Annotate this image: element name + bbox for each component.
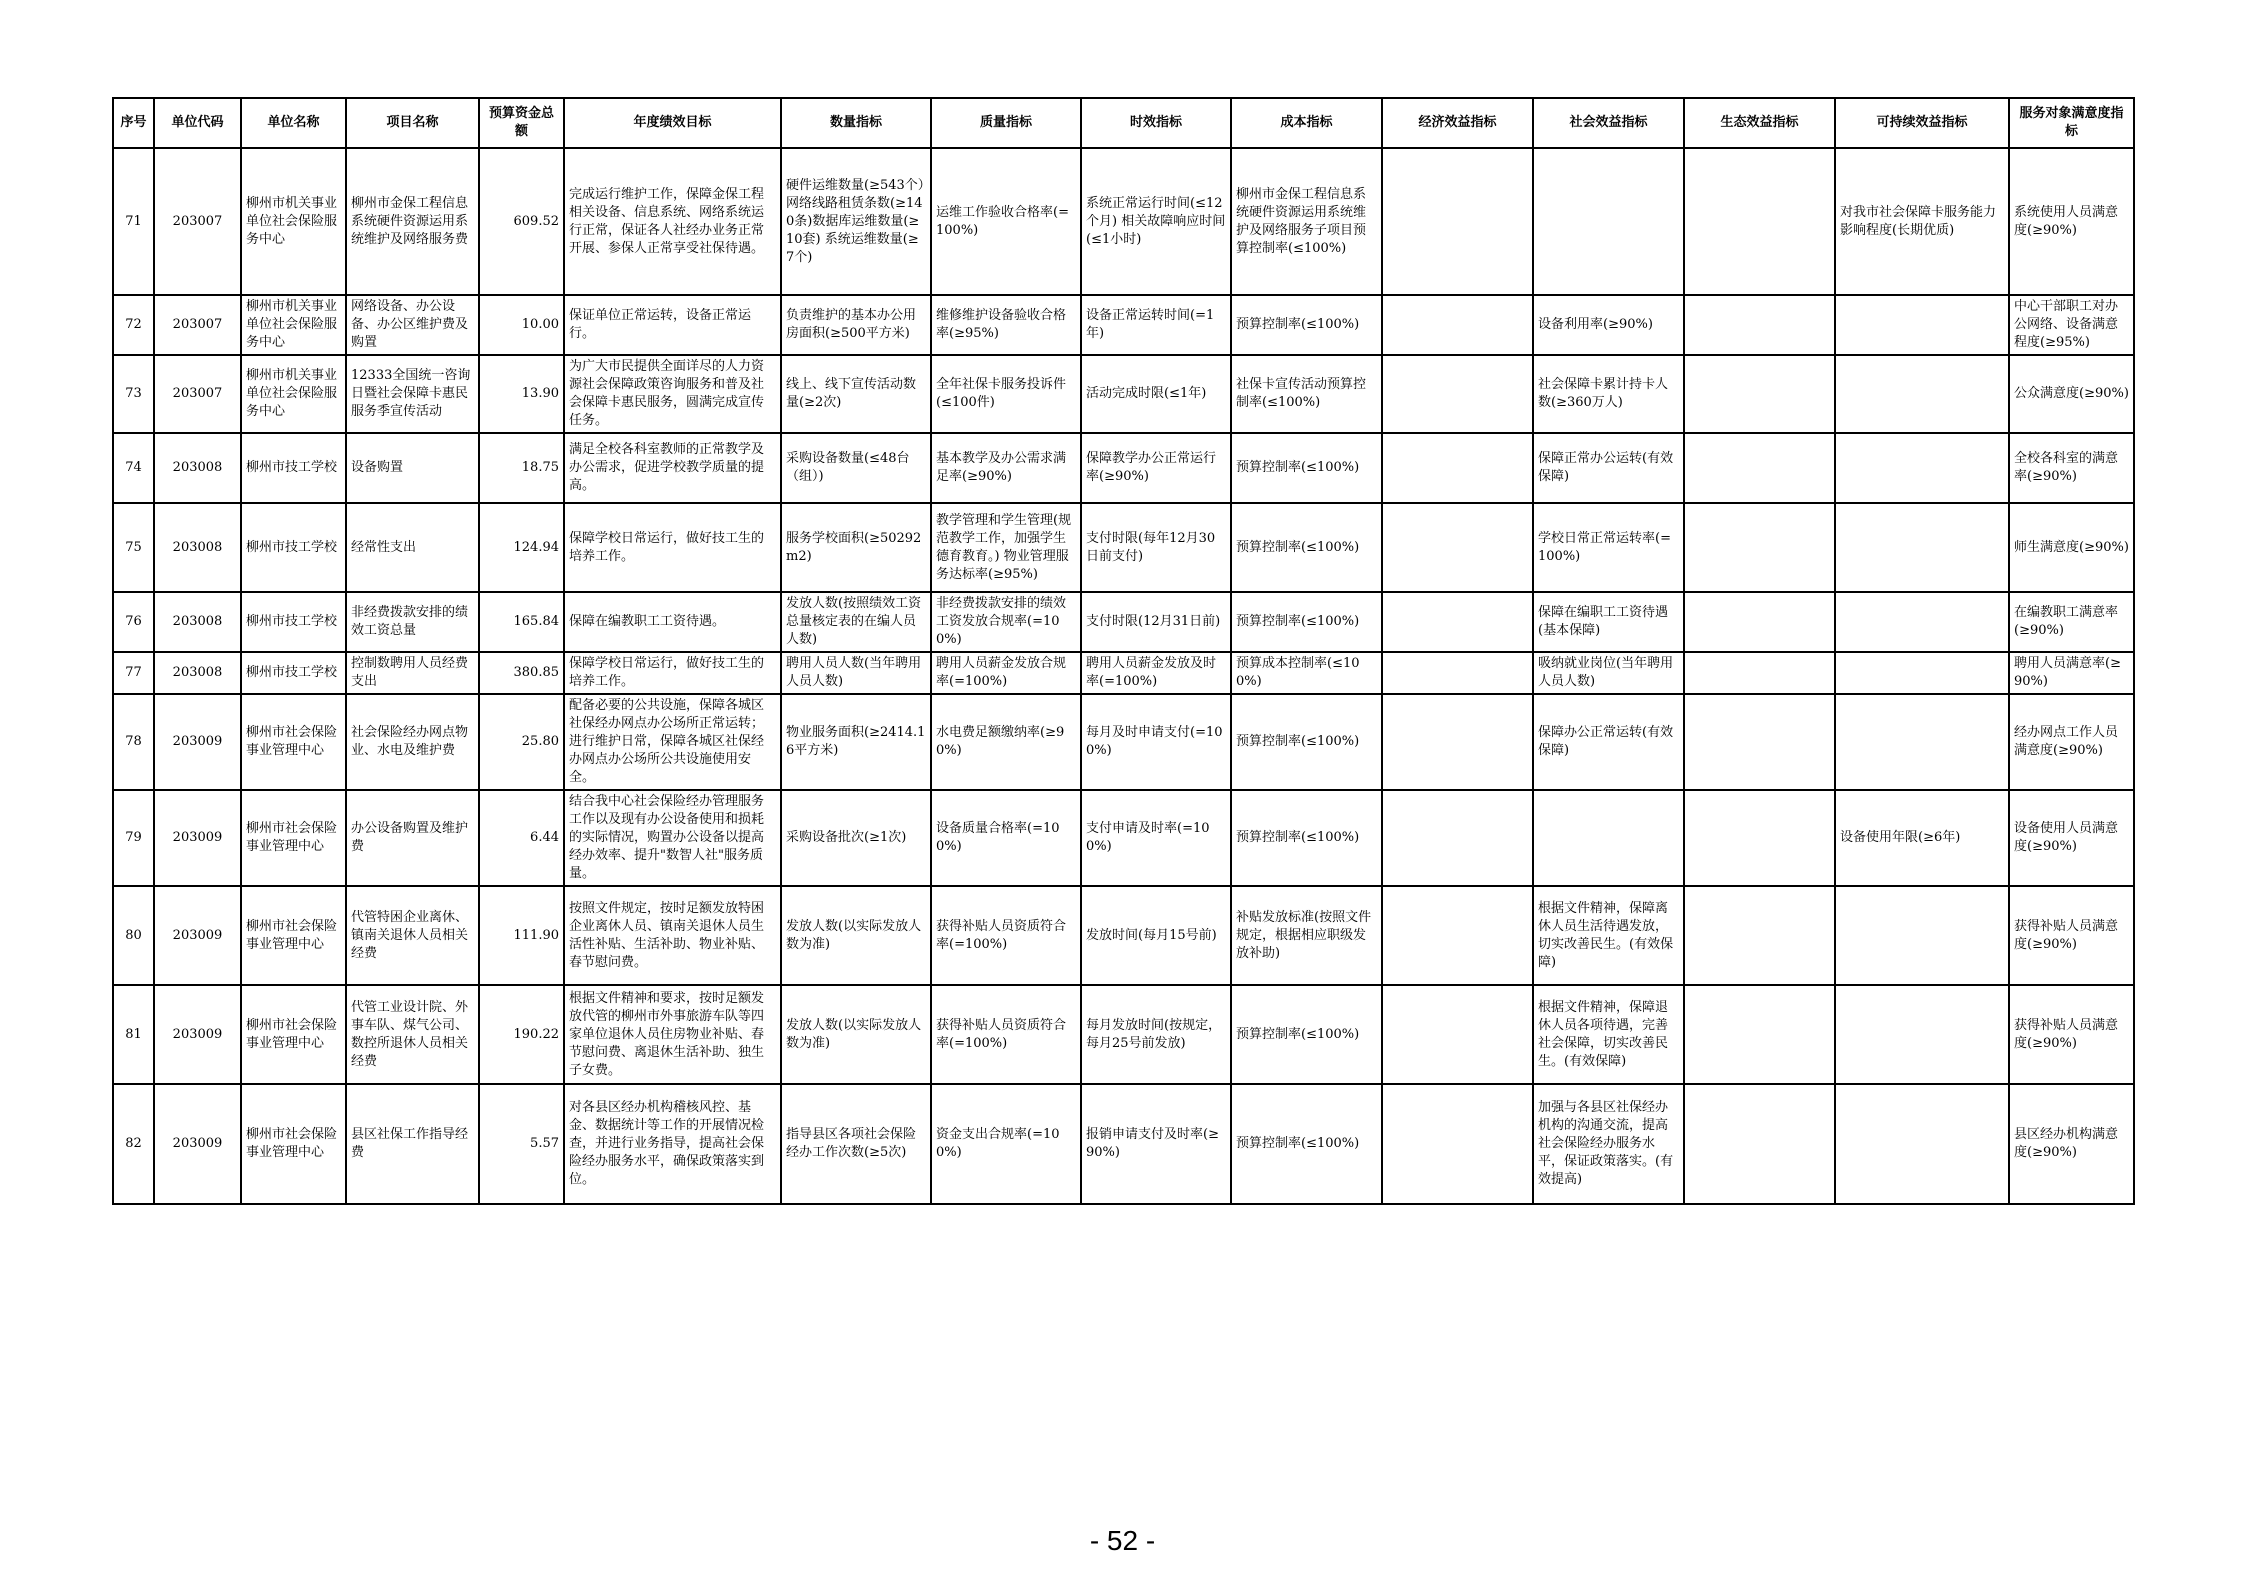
cell-satisfaction: 公众满意度(≥90%) (2009, 355, 2134, 433)
cell-cost: 预算控制率(≤100%) (1231, 790, 1382, 886)
cell-unit-code: 203009 (154, 694, 241, 790)
cell-ecological (1684, 985, 1835, 1084)
performance-table (112, 97, 2135, 1205)
table-row (113, 985, 2134, 1084)
cell-quality: 资金支出合规率(=100%) (931, 1084, 1081, 1204)
cell-project-name: 办公设备购置及维护费 (346, 790, 479, 886)
cell-unit-name: 柳州市社会保险事业管理中心 (241, 1084, 346, 1204)
cell-satisfaction: 在编教职工满意率(≥90%) (2009, 592, 2134, 652)
cell-cost: 预算控制率(≤100%) (1231, 295, 1382, 355)
cell-satisfaction: 经办网点工作人员满意度(≥90%) (2009, 694, 2134, 790)
header-sustainable: 可持续效益指标 (1835, 98, 2009, 148)
cell-social: 设备利用率(≥90%) (1533, 295, 1684, 355)
cell-seq: 78 (113, 694, 154, 790)
cell-economic (1382, 503, 1533, 592)
cell-quantity: 发放人数(按照绩效工资总量核定表的在编人员人数) (781, 592, 931, 652)
cell-seq: 73 (113, 355, 154, 433)
cell-ecological (1684, 355, 1835, 433)
cell-sustainable (1835, 652, 2009, 694)
cell-unit-code: 203008 (154, 503, 241, 592)
cell-budget-total: 6.44 (479, 790, 564, 886)
cell-unit-name: 柳州市技工学校 (241, 652, 346, 694)
cell-satisfaction: 系统使用人员满意度(≥90%) (2009, 148, 2134, 295)
cell-quality: 聘用人员薪金发放合规率(=100%) (931, 652, 1081, 694)
cell-cost: 预算成本控制率(≤100%) (1231, 652, 1382, 694)
header-project-name: 项目名称 (346, 98, 479, 148)
cell-social: 加强与各县区社保经办机构的沟通交流，提高社会保险经办服务水平，保证政策落实。(有效提高) (1533, 1084, 1684, 1204)
cell-social (1533, 790, 1684, 886)
cell-timeliness: 每月发放时间(按规定，每月25号前发放) (1081, 985, 1231, 1084)
cell-annual-target: 保证单位正常运转，设备正常运行。 (564, 295, 781, 355)
cell-cost: 柳州市金保工程信息系统硬件资源运用系统维护及网络服务子项目预算控制率(≤100%) (1231, 148, 1382, 295)
cell-timeliness: 支付申请及时率(=100%) (1081, 790, 1231, 886)
table-row (113, 886, 2134, 985)
cell-unit-code: 203007 (154, 355, 241, 433)
cell-budget-total: 165.84 (479, 592, 564, 652)
cell-ecological (1684, 652, 1835, 694)
cell-social (1533, 148, 1684, 295)
cell-satisfaction: 设备使用人员满意度(≥90%) (2009, 790, 2134, 886)
cell-quantity: 负责维护的基本办公用房面积(≥500平方米) (781, 295, 931, 355)
cell-ecological (1684, 295, 1835, 355)
table-row (113, 295, 2134, 355)
cell-social: 学校日常正常运转率(=100%) (1533, 503, 1684, 592)
cell-timeliness: 每月及时申请支付(=100%) (1081, 694, 1231, 790)
cell-project-name: 代管特困企业离休、镇南关退休人员相关经费 (346, 886, 479, 985)
cell-timeliness: 支付时限(12月31日前) (1081, 592, 1231, 652)
cell-unit-name: 柳州市机关事业单位社会保险服务中心 (241, 295, 346, 355)
cell-timeliness: 发放时间(每月15号前) (1081, 886, 1231, 985)
cell-seq: 76 (113, 592, 154, 652)
cell-project-name: 代管工业设计院、外事车队、煤气公司、数控所退休人员相关经费 (346, 985, 479, 1084)
cell-budget-total: 18.75 (479, 433, 564, 503)
cell-project-name: 县区社保工作指导经费 (346, 1084, 479, 1204)
cell-ecological (1684, 886, 1835, 985)
table-row (113, 694, 2134, 790)
cell-unit-name: 柳州市技工学校 (241, 433, 346, 503)
table-row (113, 355, 2134, 433)
header-timeliness: 时效指标 (1081, 98, 1231, 148)
cell-project-name: 控制数聘用人员经费支出 (346, 652, 479, 694)
header-quantity: 数量指标 (781, 98, 931, 148)
cell-project-name: 非经费拨款安排的绩效工资总量 (346, 592, 479, 652)
cell-sustainable (1835, 985, 2009, 1084)
cell-social: 保障办公正常运转(有效保障) (1533, 694, 1684, 790)
cell-cost: 社保卡宣传活动预算控制率(≤100%) (1231, 355, 1382, 433)
cell-seq: 72 (113, 295, 154, 355)
cell-timeliness: 设备正常运转时间(=1年) (1081, 295, 1231, 355)
cell-quality: 设备质量合格率(=100%) (931, 790, 1081, 886)
cell-timeliness: 活动完成时限(≤1年) (1081, 355, 1231, 433)
cell-timeliness: 聘用人员薪金发放及时率(=100%) (1081, 652, 1231, 694)
cell-social: 保障正常办公运转(有效保障) (1533, 433, 1684, 503)
cell-quality: 维修维护设备验收合格率(≥95%) (931, 295, 1081, 355)
cell-annual-target: 按照文件规定，按时足额发放特困企业离休人员、镇南关退休人员生活性补贴、生活补助、物业补贴、春节慰问费。 (564, 886, 781, 985)
cell-satisfaction: 中心干部职工对办公网络、设备满意程度(≥95%) (2009, 295, 2134, 355)
cell-seq: 81 (113, 985, 154, 1084)
cell-satisfaction: 全校各科室的满意率(≥90%) (2009, 433, 2134, 503)
cell-project-name: 设备购置 (346, 433, 479, 503)
cell-economic (1382, 1084, 1533, 1204)
cell-budget-total: 380.85 (479, 652, 564, 694)
cell-ecological (1684, 592, 1835, 652)
cell-social: 社会保障卡累计持卡人数(≥360万人) (1533, 355, 1684, 433)
cell-cost: 预算控制率(≤100%) (1231, 433, 1382, 503)
cell-social: 保障在编职工工资待遇(基本保障) (1533, 592, 1684, 652)
cell-seq: 74 (113, 433, 154, 503)
table-row (113, 652, 2134, 694)
cell-cost: 补贴发放标准(按照文件规定，根据相应职级发放补助) (1231, 886, 1382, 985)
cell-economic (1382, 355, 1533, 433)
cell-project-name: 社会保险经办网点物业、水电及维护费 (346, 694, 479, 790)
cell-unit-code: 203008 (154, 592, 241, 652)
cell-unit-name: 柳州市技工学校 (241, 592, 346, 652)
page-number: - 52 - (1089, 1525, 1156, 1556)
cell-budget-total: 609.52 (479, 148, 564, 295)
table-row (113, 592, 2134, 652)
cell-unit-code: 203009 (154, 985, 241, 1084)
header-seq: 序号 (113, 98, 154, 148)
cell-annual-target: 对各县区经办机构稽核风控、基金、数据统计等工作的开展情况检查，并进行业务指导，提高社会保险经办服务水平，确保政策落实到位。 (564, 1084, 781, 1204)
header-quality: 质量指标 (931, 98, 1081, 148)
cell-cost: 预算控制率(≤100%) (1231, 592, 1382, 652)
cell-satisfaction: 县区经办机构满意度(≥90%) (2009, 1084, 2134, 1204)
cell-sustainable (1835, 1084, 2009, 1204)
table-row (113, 790, 2134, 886)
cell-cost: 预算控制率(≤100%) (1231, 503, 1382, 592)
cell-unit-name: 柳州市社会保险事业管理中心 (241, 886, 346, 985)
cell-social: 吸纳就业岗位(当年聘用人员人数) (1533, 652, 1684, 694)
cell-sustainable: 设备使用年限(≥6年) (1835, 790, 2009, 886)
cell-economic (1382, 592, 1533, 652)
cell-quantity: 发放人数(以实际发放人数为准) (781, 985, 931, 1084)
table-row (113, 433, 2134, 503)
cell-quality: 运维工作验收合格率(=100%) (931, 148, 1081, 295)
cell-unit-name: 柳州市机关事业单位社会保险服务中心 (241, 148, 346, 295)
cell-sustainable (1835, 503, 2009, 592)
cell-social: 根据文件精神，保障退休人员各项待遇，完善社会保障，切实改善民生。(有效保障) (1533, 985, 1684, 1084)
cell-timeliness: 支付时限(每年12月30日前支付) (1081, 503, 1231, 592)
cell-ecological (1684, 148, 1835, 295)
header-unit-code: 单位代码 (154, 98, 241, 148)
cell-sustainable (1835, 433, 2009, 503)
cell-economic (1382, 886, 1533, 985)
cell-satisfaction: 获得补贴人员满意度(≥90%) (2009, 985, 2134, 1084)
header-cost: 成本指标 (1231, 98, 1382, 148)
cell-project-name: 经常性支出 (346, 503, 479, 592)
table-row (113, 1084, 2134, 1204)
cell-ecological (1684, 790, 1835, 886)
cell-satisfaction: 师生满意度(≥90%) (2009, 503, 2134, 592)
cell-quantity: 物业服务面积(≥2414.16平方米) (781, 694, 931, 790)
header-satisfaction: 服务对象满意度指标 (2009, 98, 2134, 148)
cell-unit-name: 柳州市机关事业单位社会保险服务中心 (241, 355, 346, 433)
cell-cost: 预算控制率(≤100%) (1231, 694, 1382, 790)
cell-sustainable: 对我市社会保障卡服务能力影响程度(长期优质) (1835, 148, 2009, 295)
cell-economic (1382, 790, 1533, 886)
cell-budget-total: 10.00 (479, 295, 564, 355)
cell-unit-name: 柳州市社会保险事业管理中心 (241, 985, 346, 1084)
cell-economic (1382, 985, 1533, 1084)
cell-quality: 非经费拨款安排的绩效工资发放合规率(=100%) (931, 592, 1081, 652)
cell-cost: 预算控制率(≤100%) (1231, 985, 1382, 1084)
cell-annual-target: 保障学校日常运行，做好技工生的培养工作。 (564, 503, 781, 592)
cell-unit-code: 203007 (154, 295, 241, 355)
cell-quantity: 硬件运维数量(≥543个）网络线路租赁条数(≥140条)数据库运维数量(≥10套) 系统运维数量(≥7个) (781, 148, 931, 295)
header-economic: 经济效益指标 (1382, 98, 1533, 148)
cell-annual-target: 完成运行维护工作，保障金保工程相关设备、信息系统、网络系统运行正常，保证各人社经办业务正常开展、参保人正常享受社保待遇。 (564, 148, 781, 295)
cell-quantity: 线上、线下宣传活动数量(≥2次) (781, 355, 931, 433)
table-header-row (113, 98, 2134, 148)
cell-economic (1382, 652, 1533, 694)
cell-unit-name: 柳州市社会保险事业管理中心 (241, 790, 346, 886)
cell-ecological (1684, 503, 1835, 592)
cell-annual-target: 保障学校日常运行，做好技工生的培养工作。 (564, 652, 781, 694)
cell-social: 根据文件精神，保障离休人员生活待遇发放，切实改善民生。(有效保障) (1533, 886, 1684, 985)
header-annual-target: 年度绩效目标 (564, 98, 781, 148)
cell-sustainable (1835, 886, 2009, 985)
cell-cost: 预算控制率(≤100%) (1231, 1084, 1382, 1204)
cell-quantity: 采购设备批次(≥1次) (781, 790, 931, 886)
cell-unit-code: 203009 (154, 790, 241, 886)
cell-economic (1382, 694, 1533, 790)
cell-unit-name: 柳州市技工学校 (241, 503, 346, 592)
cell-unit-code: 203009 (154, 886, 241, 985)
cell-budget-total: 124.94 (479, 503, 564, 592)
cell-quantity: 指导县区各项社会保险经办工作次数(≥5次) (781, 1084, 931, 1204)
cell-quality: 获得补贴人员资质符合率(=100%) (931, 985, 1081, 1084)
cell-seq: 80 (113, 886, 154, 985)
cell-economic (1382, 148, 1533, 295)
header-unit-name: 单位名称 (241, 98, 346, 148)
cell-budget-total: 5.57 (479, 1084, 564, 1204)
cell-annual-target: 结合我中心社会保险经办管理服务工作以及现有办公设备使用和损耗的实际情况，购置办公设备以提高经办效率、提升"数智人社"服务质量。 (564, 790, 781, 886)
cell-timeliness: 报销申请支付及时率(≥90%) (1081, 1084, 1231, 1204)
cell-seq: 71 (113, 148, 154, 295)
cell-economic (1382, 295, 1533, 355)
cell-quality: 基本教学及办公需求满足率(≥90%) (931, 433, 1081, 503)
cell-seq: 75 (113, 503, 154, 592)
cell-seq: 79 (113, 790, 154, 886)
cell-sustainable (1835, 694, 2009, 790)
cell-project-name: 柳州市金保工程信息系统硬件资源运用系统维护及网络服务费 (346, 148, 479, 295)
cell-timeliness: 系统正常运行时间(≤12个月) 相关故障响应时间(≤1小时) (1081, 148, 1231, 295)
cell-timeliness: 保障教学办公正常运行率(≥90%) (1081, 433, 1231, 503)
cell-quality: 水电费足额缴纳率(≥90%) (931, 694, 1081, 790)
cell-project-name: 网络设备、办公设备、办公区维护费及购置 (346, 295, 479, 355)
cell-quality: 获得补贴人员资质符合率(=100%) (931, 886, 1081, 985)
cell-quantity: 发放人数(以实际发放人数为准) (781, 886, 931, 985)
header-budget-total: 预算资金总额 (479, 98, 564, 148)
cell-quantity: 服务学校面积(≥50292m2) (781, 503, 931, 592)
header-ecological: 生态效益指标 (1684, 98, 1835, 148)
cell-ecological (1684, 1084, 1835, 1204)
cell-ecological (1684, 694, 1835, 790)
cell-seq: 77 (113, 652, 154, 694)
cell-unit-code: 203008 (154, 652, 241, 694)
cell-annual-target: 满足全校各科室教师的正常教学及办公需求，促进学校教学质量的提高。 (564, 433, 781, 503)
cell-budget-total: 13.90 (479, 355, 564, 433)
cell-economic (1382, 433, 1533, 503)
cell-annual-target: 保障在编教职工工资待遇。 (564, 592, 781, 652)
cell-annual-target: 根据文件精神和要求，按时足额发放代管的柳州市外事旅游车队等四家单位退休人员住房物业补贴、春节慰问费、离退休生活补助、独生子女费。 (564, 985, 781, 1084)
table-row (113, 503, 2134, 592)
cell-annual-target: 为广大市民提供全面详尽的人力资源社会保障政策咨询服务和普及社会保障卡惠民服务，圆满完成宣传任务。 (564, 355, 781, 433)
cell-sustainable (1835, 355, 2009, 433)
table-row (113, 148, 2134, 295)
cell-annual-target: 配备必要的公共设施，保障各城区社保经办网点办公场所正常运转；进行维护日常，保障各城区社保经办网点办公场所公共设施使用安全。 (564, 694, 781, 790)
cell-ecological (1684, 433, 1835, 503)
cell-quality: 全年社保卡服务投诉件(≤100件) (931, 355, 1081, 433)
cell-quantity: 聘用人员人数(当年聘用人员人数) (781, 652, 931, 694)
cell-quality: 教学管理和学生管理(规范教学工作，加强学生德育教育。) 物业管理服务达标率(≥95%) (931, 503, 1081, 592)
cell-quantity: 采购设备数量(≤48台（组）) (781, 433, 931, 503)
cell-unit-code: 203007 (154, 148, 241, 295)
cell-budget-total: 190.22 (479, 985, 564, 1084)
cell-unit-code: 203008 (154, 433, 241, 503)
cell-unit-code: 203009 (154, 1084, 241, 1204)
cell-unit-name: 柳州市社会保险事业管理中心 (241, 694, 346, 790)
header-social: 社会效益指标 (1533, 98, 1684, 148)
cell-project-name: 12333全国统一咨询日暨社会保障卡惠民服务季宣传活动 (346, 355, 479, 433)
cell-seq: 82 (113, 1084, 154, 1204)
cell-budget-total: 111.90 (479, 886, 564, 985)
cell-budget-total: 25.80 (479, 694, 564, 790)
cell-satisfaction: 获得补贴人员满意度(≥90%) (2009, 886, 2134, 985)
cell-sustainable (1835, 295, 2009, 355)
cell-sustainable (1835, 592, 2009, 652)
cell-satisfaction: 聘用人员满意率(≥90%) (2009, 652, 2134, 694)
